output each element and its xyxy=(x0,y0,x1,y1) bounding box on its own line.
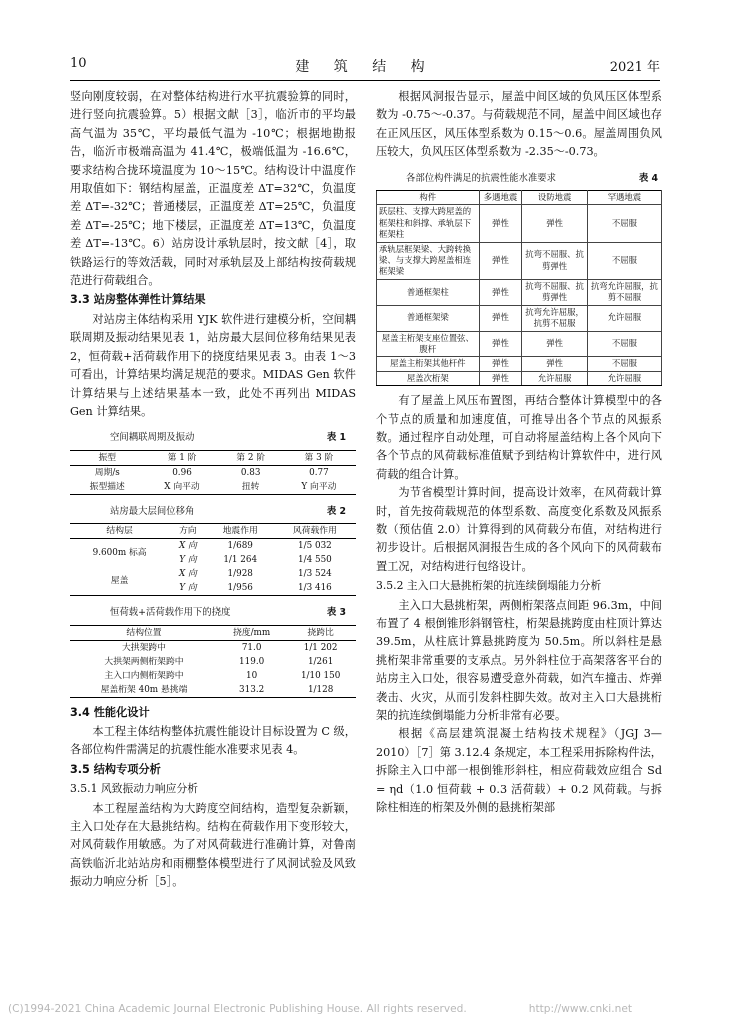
table-cell: 抗弯允许屈服，抗剪不屈服 xyxy=(522,305,588,331)
table-header-cell: 地震作用 xyxy=(207,524,274,539)
table-header-cell: 结构位置 xyxy=(70,625,218,640)
section-heading: 3.3 站房整体弹性计算结果 xyxy=(70,293,206,307)
table-cell: 普通框架柱 xyxy=(377,279,480,305)
table-cell: 1/261 xyxy=(307,656,334,667)
table-cell: 71.0 xyxy=(241,642,262,653)
publication-year: 2021 年 xyxy=(609,60,660,75)
table-row xyxy=(377,279,662,305)
table-cell: 屋盖主桁架支座位置弦、腹杆 xyxy=(377,331,480,357)
table-number: 表 2 xyxy=(326,505,346,517)
table-cell: X 向 xyxy=(178,569,197,580)
table-cell: 10 xyxy=(246,670,258,681)
table-header-cell: 挠跨比 xyxy=(285,625,356,640)
table-cell: 屋盖 xyxy=(110,576,129,587)
table-cell: 弹性 xyxy=(522,331,588,357)
table-row xyxy=(377,357,662,371)
table-number: 表 4 xyxy=(638,172,658,184)
table-cell: 弹性 xyxy=(479,205,522,242)
table-row xyxy=(377,242,662,279)
table-cell: 弹性 xyxy=(479,242,522,279)
table-row xyxy=(70,669,356,683)
table-title: 空间耦联周期及振动 xyxy=(110,432,195,444)
page-number: 10 xyxy=(70,56,87,71)
table-cell: 屋盖主桁架其他杆件 xyxy=(377,357,480,371)
table-cell: 不屈服 xyxy=(587,331,661,357)
table-cell: 0.83 xyxy=(240,467,261,478)
table-cell: 1/1 202 xyxy=(303,642,338,653)
table-row xyxy=(377,305,662,331)
header-rule xyxy=(70,80,660,81)
table-header-cell: 罕遇地震 xyxy=(587,191,661,205)
left-column xyxy=(70,88,356,892)
table-row xyxy=(377,205,662,242)
table-cell: 313.2 xyxy=(239,684,265,695)
table-header-cell: 方向 xyxy=(169,524,206,539)
table-cell: 1/1 264 xyxy=(223,555,258,566)
table-row xyxy=(70,480,356,495)
paragraph: 本工程屋盖结构为大跨度空间结构，造型复杂新颖，主入口处存在大悬挑结构。结构在荷载作用下变形较大，对风荷载作用敏感。为了对风荷载进行准确计算，对鲁南高铁临沂北站站房和雨棚整体模型进行了风洞试验及风致振动力响应分析［5］。 xyxy=(70,801,356,889)
table-cell: Y 向 xyxy=(179,555,197,566)
footer-link[interactable]: http://www.cnki.net xyxy=(528,1003,632,1015)
table-cell: 弹性 xyxy=(479,279,522,305)
table-2 xyxy=(70,523,356,596)
paragraph: 为节省模型计算时间，提高设计效率，在风荷载计算时，首先按荷载规范的体型系数、高度变化系数及风振系数（预估值 2.0）计算得到的风荷载分布值，对结构进行初步设计。后根据风洞报告生成的各个风向下的风荷载布置工况，对结构进行包络设计。 xyxy=(376,486,662,573)
page-header xyxy=(70,56,660,76)
table-1 xyxy=(70,450,356,495)
table-cell: Y 向平动 xyxy=(301,481,337,492)
table-cell: 承轨层框架梁、大跨转换梁、与支撑大跨屋盖相连框架梁 xyxy=(377,242,480,279)
table-row xyxy=(70,683,356,698)
table-cell: 跃层柱、支撑大跨屋盖的框架柱和斜撑、承轨层下框架柱 xyxy=(377,205,480,242)
table-cell: 抗弯不屈服、抗剪弹性 xyxy=(522,242,588,279)
table-cell: 弹性 xyxy=(479,331,522,357)
paragraph: 主入口大悬挑桁架，两侧桁架落点间距 96.3m，中间布置了 4 根倒锥形斜钢管柱，桁架悬挑跨度由柱顶计算达 39.5m，从柱底计算悬挑跨度为 50.5m。所以斜柱是悬挑桁架非常重要的支承点。另外斜柱位于高架落客平台的站房主入口处，很容易遭受意外荷载，如汽车撞击、炸弹袭击、火灾，从而引发斜柱脚失效。故对主入口大悬挑桁架的抗连续倒塌能力分析非常有必要。 xyxy=(376,598,662,723)
table-cell: 弹性 xyxy=(479,305,522,331)
table-header-cell: 结构层 xyxy=(70,524,169,539)
table-header-cell: 多遇地震 xyxy=(479,191,522,205)
table-cell: 主入口内侧桁架跨中 xyxy=(104,670,184,681)
table-cell: 弹性 xyxy=(522,205,588,242)
table-cell: 普通框架梁 xyxy=(377,305,480,331)
table-cell: 1/689 xyxy=(227,541,253,552)
table-cell: 弹性 xyxy=(522,357,588,371)
table-cell: X 向 xyxy=(178,541,197,552)
table-cell: 1/928 xyxy=(227,569,253,580)
table-header-cell: 设防地震 xyxy=(522,191,588,205)
subsection-heading: 3.5.2 主入口大悬挑桁架的抗连续倒塌能力分析 xyxy=(376,579,602,593)
table-header-cell: 第 2 阶 xyxy=(220,450,282,465)
table-cell: 1/4 550 xyxy=(298,555,332,566)
table-cell: 119.0 xyxy=(239,656,265,667)
table-cell: 屋盖桁架 40m 悬挑端 xyxy=(100,684,188,695)
paragraph: 本工程主体结构整体抗震性能设计目标设置为 C 级，各部位构件需满足的抗震性能水准要求见表 4。 xyxy=(70,724,356,757)
table-cell: 不屈服 xyxy=(587,357,661,371)
paragraph: 根据《高层建筑混凝土结构技术规程》（JGJ 3—2010）［7］第 3.12.4 条规定，本工程采用拆除构件法，拆除主入口中部一根倒锥形斜柱，相应荷载效应组合 Sd = ηd（1.0 恒荷载 + 0.3 活荷载）+ 0.2 风荷载。与拆除柱相连的桁架及外侧的悬挑桁架部 xyxy=(376,727,662,815)
table-header-cell: 风荷载作用 xyxy=(274,524,356,539)
section-heading: 3.4 性能化设计 xyxy=(70,705,150,719)
table-cell: 大拱架跨中 xyxy=(121,642,166,653)
subsection-heading: 3.5.1 风致振动力响应分析 xyxy=(70,782,199,796)
paragraph: 竖向刚度较弱，在对整体结构进行水平抗震验算的同时，进行竖向抗震验算。5）根据文献［3］，临沂市的平均最高气温为 35℃，平均最低气温为 -10℃；根据地勘报告，临沂市极端高温为 41.4℃，极端低温为 -16.6℃，要求结构合拢环境温度为 10～15℃。结构设计中温度作用取值如下：钢结构屋盖，正温度差 ΔT=32℃，负温度差 ΔT=-32℃；普通楼层，正温度差 ΔT=25℃，负温度差 ΔT=-25℃；地下楼层，正温度差 ΔT=13℃，负温度差 ΔT=-13℃。6）站房设计承轨层时，按文献［4］，取铁路运行的等效活载，同时对承轨层及上部结构按荷载规范进行荷载组合。 xyxy=(70,90,356,288)
table-cell: 允许屈服 xyxy=(587,305,661,331)
right-column xyxy=(376,88,662,817)
table-cell: 抗弯不屈服、抗剪弹性 xyxy=(522,279,588,305)
table-header-cell: 构件 xyxy=(377,191,480,205)
table-cell: 0.96 xyxy=(172,467,192,478)
table-caption xyxy=(406,170,658,188)
table-cell: 1/956 xyxy=(227,583,253,594)
table-row xyxy=(70,465,356,480)
section-heading: 3.5 结构专项分析 xyxy=(70,762,161,776)
table-caption xyxy=(110,429,346,447)
table-cell: 1/128 xyxy=(307,684,334,695)
table-3 xyxy=(70,625,356,698)
paragraph: 对站房主体结构采用 YJK 软件进行建模分析，空间耦联周期及振动结果见表 1，站房最大层间位移角结果见表 2，恒荷载+活荷载作用下的挠度结果见表 3。由表 1～3 可看出，计算结果均满足规范的要求。MIDAS Gen 软件计算结果与上述结果基本一致，此处不再列出 MIDAS Gen 计算结果。 xyxy=(70,312,356,418)
table-cell: 振型描述 xyxy=(89,481,125,492)
table-caption xyxy=(110,503,346,521)
table-cell: 9.600m 标高 xyxy=(92,548,147,559)
journal-title: 建 筑 结 构 xyxy=(295,59,435,75)
table-row xyxy=(377,331,662,357)
table-row xyxy=(377,371,662,385)
table-header-cell: 振型 xyxy=(70,450,145,465)
copyright-notice: (C)1994-2021 China Academic Journal Electronic Publishing House. All rights reserved. xyxy=(8,1003,467,1015)
table-title: 站房最大层间位移角 xyxy=(110,505,195,517)
paragraph: 根据风洞报告显示，屋盖中间区域的负风压区体型系数为 -0.75～-0.37。与荷载规范不同，屋盖中间区域也存在正风压区，风压体型系数为 0.15～0.6。屋盖周围负风压较大，负风压区体型系数为 -2.35～-0.73。 xyxy=(376,90,662,159)
table-row xyxy=(70,567,356,581)
table-cell: 弹性 xyxy=(479,371,522,385)
table-cell: 屋盖次桁架 xyxy=(377,371,480,385)
table-title: 各部位构件满足的抗震性能水准要求 xyxy=(406,172,557,184)
table-row xyxy=(70,640,356,655)
table-cell: 0.77 xyxy=(309,467,329,478)
table-number: 表 1 xyxy=(326,432,346,444)
table-header-cell: 挠度/mm xyxy=(218,625,285,640)
table-cell: 1/5 032 xyxy=(298,541,332,552)
table-cell: 允许屈服 xyxy=(522,371,588,385)
table-cell: 不屈服 xyxy=(587,242,661,279)
paragraph: 有了屋盖上风压布置图，再结合整体计算模型中的各个节点的质量和加速度值，可推导出各个节点的风振系数。通过程序自动处理，可自动将屋盖结构上各个风向下各个节点的风荷载标准值赋予到结构计算软件中，进行风荷载的组合计算。 xyxy=(376,394,662,481)
table-row xyxy=(70,655,356,669)
table-row xyxy=(70,539,356,554)
table-cell: 周期/s xyxy=(94,467,120,478)
table-cell: 允许屈服 xyxy=(587,371,661,385)
table-number: 表 3 xyxy=(326,607,346,619)
table-header-cell: 第 3 阶 xyxy=(282,450,356,465)
table-title: 恒荷载+活荷载作用下的挠度 xyxy=(110,607,231,619)
table-cell: 抗弯允许屈服，抗剪不屈服 xyxy=(587,279,661,305)
table-caption xyxy=(110,604,346,622)
table-cell: X 向平动 xyxy=(164,481,200,492)
table-cell: 1/10 150 xyxy=(300,670,341,681)
table-cell: 1/3 416 xyxy=(298,583,332,594)
table-cell: 大拱架两侧桁架跨中 xyxy=(104,656,184,667)
table-cell: 不屈服 xyxy=(587,205,661,242)
table-cell: Y 向 xyxy=(179,583,197,594)
table-cell: 1/3 524 xyxy=(298,569,332,580)
table-cell: 扭转 xyxy=(241,481,260,492)
table-4 xyxy=(376,190,662,386)
table-header-cell: 第 1 阶 xyxy=(145,450,220,465)
table-cell: 弹性 xyxy=(479,357,522,371)
